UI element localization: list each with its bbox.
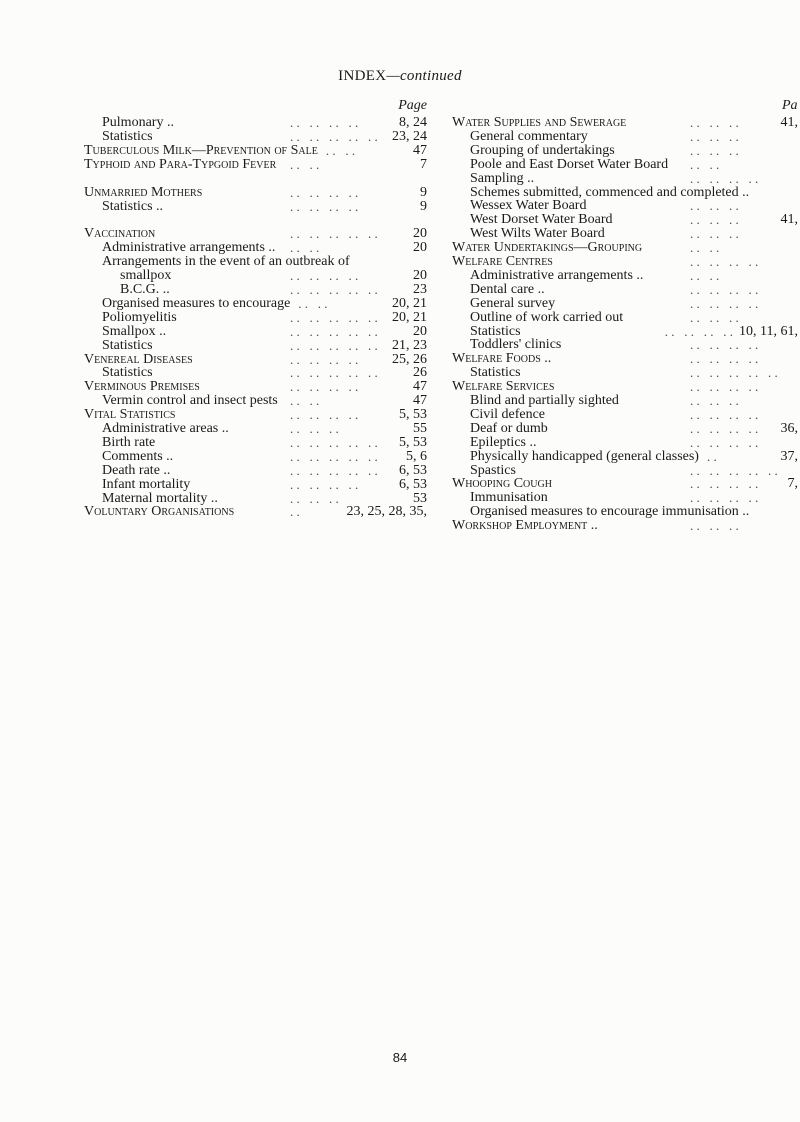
- index-entry-text: Statistics: [470, 323, 521, 339]
- index-entry-pages: 5, 53: [399, 407, 427, 423]
- dot-leaders: . . . . . .: [690, 142, 739, 158]
- index-entry-pages: 20: [413, 226, 427, 242]
- index-title: INDEX: [338, 68, 387, 84]
- dot-leaders: . . . . . . . . . .: [290, 323, 378, 339]
- index-entry: [102, 311, 427, 325]
- index-entry: [102, 366, 427, 380]
- dot-leaders: . . . . . . . .: [690, 337, 759, 353]
- index-entry: [452, 352, 798, 366]
- index-entry-text: smallpox: [120, 268, 172, 284]
- dot-leaders: . . . .: [290, 240, 320, 256]
- index-entry: [102, 394, 427, 408]
- index-entry-text: Poliomyelitis: [102, 309, 177, 325]
- index-entry-pages: 7,: [787, 476, 798, 492]
- index-entry-text: Wessex Water Board: [470, 198, 587, 214]
- dot-leaders: . . . .: [290, 393, 320, 409]
- index-entry-pages: 20: [413, 323, 427, 339]
- index-entry: [102, 422, 427, 436]
- dot-leaders: . .: [290, 504, 300, 520]
- index-entry: [470, 269, 798, 283]
- dot-leaders: . . . . . . . .: [290, 407, 359, 423]
- index-entry-pages: 55: [413, 421, 427, 436]
- index-entry-pages: 41,: [780, 115, 798, 130]
- index-entry: [452, 519, 798, 533]
- dot-leaders: . . . . . . . .: [290, 476, 359, 492]
- dot-leaders: . . . . . . . .: [664, 323, 734, 339]
- index-entry: [470, 199, 798, 213]
- index-entry-pages: 5, 6: [406, 448, 427, 464]
- index-entry: [452, 116, 798, 130]
- index-entry-pages: 21, 23: [392, 337, 427, 353]
- index-entry-pages: 9: [420, 198, 427, 214]
- index-entry-text: Tuberculous Milk—Prevention of Sale: [84, 142, 318, 158]
- index-entry-text: Administrative areas ..: [102, 421, 229, 436]
- index-entry: [84, 353, 427, 367]
- index-entry: [470, 213, 798, 227]
- index-entry: [470, 505, 798, 519]
- dot-leaders: . . . . . . . . . .: [290, 128, 378, 144]
- index-entry-pages: 25, 26: [392, 351, 427, 367]
- index-entry: [84, 186, 427, 200]
- dot-leaders: . . . . . . . . . .: [290, 434, 378, 450]
- index-entry: [102, 325, 427, 339]
- dot-leaders: . . . . . . . . . .: [290, 226, 378, 242]
- index-entry-text: Schemes submitted, commenced and completed ..: [470, 184, 750, 200]
- dot-leaders: . . . .: [325, 142, 356, 158]
- index-entry-text: Vaccination: [84, 226, 156, 242]
- index-entry: [102, 200, 427, 214]
- index-entry: [470, 450, 798, 464]
- dot-leaders: . . . . . .: [290, 490, 339, 506]
- index-entry-text: General commentary: [470, 128, 588, 144]
- dot-leaders: . . . . . . . .: [290, 184, 359, 200]
- index-entry: [84, 227, 427, 241]
- dot-leaders: . . . . . . . .: [690, 476, 759, 492]
- dot-leaders: . . . . . . . .: [690, 170, 759, 186]
- index-entry-text: Immunisation: [470, 490, 548, 506]
- dot-leaders: . . . . . .: [290, 421, 339, 436]
- index-entry-pages: 8, 24: [399, 115, 427, 130]
- index-entry: [84, 505, 427, 519]
- index-entry-text: Epileptics ..: [470, 434, 537, 450]
- dot-leaders: . . . . . . . . . .: [290, 462, 378, 478]
- index-entry-pages: 41,: [780, 212, 798, 228]
- dot-leaders: . . . . . . . . . .: [290, 365, 378, 381]
- index-entry-pages: 47: [413, 393, 427, 409]
- dot-leaders: . . . . . . . .: [690, 379, 759, 395]
- page-number: 84: [392, 1050, 408, 1065]
- dot-leaders: . . . . . . . .: [690, 281, 759, 297]
- index-entry: [470, 311, 798, 325]
- index-entry: [452, 477, 798, 491]
- index-entry-pages: 20, 21: [392, 295, 427, 311]
- index-header: [0, 68, 800, 85]
- dot-leaders: . . . . . .: [690, 115, 739, 130]
- index-entry: [470, 491, 798, 505]
- dot-leaders: . . . . . .: [690, 518, 739, 534]
- index-entry: [470, 464, 798, 478]
- index-entry: [102, 116, 427, 130]
- dot-leaders: . . . . . . . .: [690, 254, 759, 269]
- index-entry: [470, 172, 798, 186]
- dot-leaders: . . . . . . . .: [290, 351, 359, 367]
- index-entry-pages: 10, 11, 61,: [739, 323, 798, 339]
- dot-leaders: . . . . . . . . . .: [290, 309, 378, 325]
- index-entry-text: Venereal Diseases: [84, 351, 193, 367]
- index-entry: [102, 339, 427, 353]
- index-entry: [84, 408, 427, 422]
- dot-leaders: . . . .: [690, 240, 720, 256]
- index-entry: [470, 408, 798, 422]
- index-entry-text: Administrative arrangements ..: [102, 240, 276, 256]
- index-entry-text: Vermin control and insect pests: [102, 393, 278, 409]
- index-entry-text: B.C.G. ..: [120, 282, 170, 297]
- dot-leaders: . . . . . . . .: [690, 295, 759, 311]
- index-entry-text: Outline of work carried out: [470, 309, 624, 325]
- index-entry: [84, 144, 427, 158]
- index-entry-text: West Wilts Water Board: [470, 226, 605, 242]
- index-entry-text: Welfare Centres: [452, 254, 553, 269]
- index-entry-text: Verminous Premises: [84, 379, 200, 395]
- index-entry-text: Statistics: [470, 365, 521, 381]
- dot-leaders: . . . . . . . .: [690, 434, 759, 450]
- dot-leaders: . . . . . . . .: [690, 406, 759, 422]
- dot-leaders: . . . . . . . .: [690, 420, 759, 436]
- dot-leaders: . . . . . . . .: [690, 490, 759, 506]
- index-entry-text: Arrangements in the event of an outbreak of: [102, 254, 350, 270]
- index-entry-text: Physically handicapped (general classes): [470, 448, 699, 464]
- index-entry-pages: 20: [413, 240, 427, 256]
- index-entry: [102, 492, 427, 506]
- index-entry-text: Statistics: [102, 365, 153, 381]
- dot-leaders: . . . . . . . .: [290, 379, 359, 395]
- index-entry: [470, 158, 798, 172]
- index-entry-text: Organised measures to encourage: [102, 295, 291, 311]
- index-entry: [452, 255, 798, 269]
- dot-leaders: . . . .: [290, 156, 320, 172]
- index-entry: [470, 394, 798, 408]
- index-entry-pages: 20, 21: [392, 309, 427, 325]
- dot-leaders: . . . . . .: [690, 212, 739, 228]
- dot-leaders: . . . . . .: [690, 393, 739, 408]
- index-continued: —continued: [386, 68, 462, 84]
- index-entry-text: Organised measures to encourage immunisation ..: [470, 504, 750, 520]
- index-entry: [470, 144, 798, 158]
- index-entry-text: West Dorset Water Board: [470, 212, 613, 228]
- index-entry-text: Pulmonary ..: [102, 115, 174, 130]
- index-entry: [102, 436, 427, 450]
- index-entry: [102, 255, 427, 269]
- dot-leaders: . . . . . . . . . .: [690, 365, 778, 381]
- index-entry-pages: 6, 53: [399, 476, 427, 492]
- index-entry: [470, 422, 798, 436]
- index-entry-text: Toddlers' clinics: [470, 337, 562, 353]
- index-entry-text: Dental care ..: [470, 281, 545, 297]
- index-entry-text: Statistics ..: [102, 198, 164, 214]
- index-entry-text: General survey: [470, 295, 556, 311]
- index-entry: [452, 241, 798, 255]
- index-entry-text: Vital Statistics: [84, 407, 176, 423]
- index-entry-text: Infant mortality: [102, 476, 191, 492]
- index-entry-pages: 47: [413, 142, 427, 158]
- index-entry-text: Administrative arrangements ..: [470, 267, 644, 283]
- dot-leaders: . . . . . .: [690, 128, 739, 144]
- index-entry: [84, 380, 427, 394]
- index-entry-text: Welfare Foods ..: [452, 351, 552, 367]
- index-entry-pages: 23, 25, 28, 35,: [346, 504, 427, 520]
- dot-leaders: . . . .: [298, 295, 328, 311]
- index-entry-text: Welfare Services: [452, 379, 555, 395]
- dot-leaders: . . . . . . . . . .: [690, 462, 778, 478]
- index-entry-text: Whooping Cough: [452, 476, 552, 492]
- dot-leaders: . . . . . . . .: [290, 198, 359, 214]
- index-entry-text: Sampling ..: [470, 170, 535, 186]
- index-entry-pages: 9: [420, 184, 427, 200]
- index-entry: [102, 130, 427, 144]
- page-column-label: Page: [398, 98, 427, 113]
- index-entry: [102, 297, 427, 311]
- index-entry-text: Voluntary Organisations: [84, 504, 235, 520]
- index-entry: [452, 380, 798, 394]
- dot-leaders: . . . . . .: [690, 198, 739, 214]
- dot-leaders: . . . . . . . . . .: [290, 337, 378, 353]
- dot-leaders: . . . . . . . . . .: [290, 448, 378, 464]
- index-entry-text: Comments ..: [102, 448, 174, 464]
- index-entry-text: Maternal mortality ..: [102, 490, 218, 506]
- index-entry: [120, 269, 427, 283]
- index-entry-pages: 7: [420, 156, 427, 172]
- index-entry-text: Poole and East Dorset Water Board: [470, 156, 669, 172]
- index-entry-pages: 5, 53: [399, 434, 427, 450]
- dot-leaders: . . . . . . . .: [290, 115, 359, 130]
- dot-leaders: . . . .: [690, 156, 720, 172]
- index-entry: [470, 436, 798, 450]
- index-entry: [470, 297, 798, 311]
- index-entry-text: Workshop Employment ..: [452, 518, 598, 534]
- index-entry-pages: 37,: [780, 448, 798, 464]
- index-entry: [102, 464, 427, 478]
- index-entry-text: Unmarried Mothers: [84, 184, 203, 200]
- index-entry-pages: 47: [413, 379, 427, 395]
- index-entry: [102, 478, 427, 492]
- index-entry-pages: 23, 24: [392, 128, 427, 144]
- index-entry-pages: 6, 53: [399, 462, 427, 478]
- index-entry: [470, 186, 798, 200]
- index-entry-pages: 20: [413, 268, 427, 284]
- page-column-label-right: Pa: [782, 98, 798, 113]
- dot-leaders: . . . . . .: [690, 226, 739, 242]
- index-entry-text: Spastics: [470, 462, 516, 478]
- index-entry: [84, 158, 427, 172]
- index-entry-pages: 36,: [780, 420, 798, 436]
- index-entry-text: Deaf or dumb: [470, 420, 548, 436]
- dot-leaders: . . . . . . . . . .: [290, 282, 378, 297]
- index-entry-text: Birth rate: [102, 434, 156, 450]
- index-entry: [120, 283, 427, 297]
- index-entry-text: Water Undertakings—Grouping: [452, 240, 643, 256]
- index-entry: [102, 241, 427, 255]
- index-entry-text: Death rate ..: [102, 462, 171, 478]
- index-entry-text: Statistics: [102, 337, 153, 353]
- index-entry-text: Blind and partially sighted: [470, 393, 619, 408]
- index-entry-pages: 53: [413, 490, 427, 506]
- dot-leaders: . . . . . .: [690, 309, 739, 325]
- index-entry: [470, 338, 798, 352]
- index-entry: [470, 366, 798, 380]
- index-entry: [470, 227, 798, 241]
- index-entry-pages: 26: [413, 365, 427, 381]
- dot-leaders: . . . . . . . .: [690, 351, 759, 367]
- index-entry-text: Grouping of undertakings: [470, 142, 615, 158]
- index-entry: [102, 450, 427, 464]
- index-entry: [470, 283, 798, 297]
- dot-leaders: . .: [706, 448, 717, 464]
- dot-leaders: . . . . . . . .: [290, 268, 359, 284]
- index-entry-text: Smallpox ..: [102, 323, 167, 339]
- index-entry-text: Civil defence: [470, 406, 546, 422]
- index-entry-text: Typhoid and Para-Typgoid Fever: [84, 156, 277, 172]
- index-entry-text: Water Supplies and Sewerage: [452, 115, 627, 130]
- dot-leaders: . . . .: [690, 267, 720, 283]
- index-entry: [470, 325, 798, 339]
- index-entry: [470, 130, 798, 144]
- index-entry-text: Statistics: [102, 128, 153, 144]
- index-entry-pages: 23: [413, 282, 427, 297]
